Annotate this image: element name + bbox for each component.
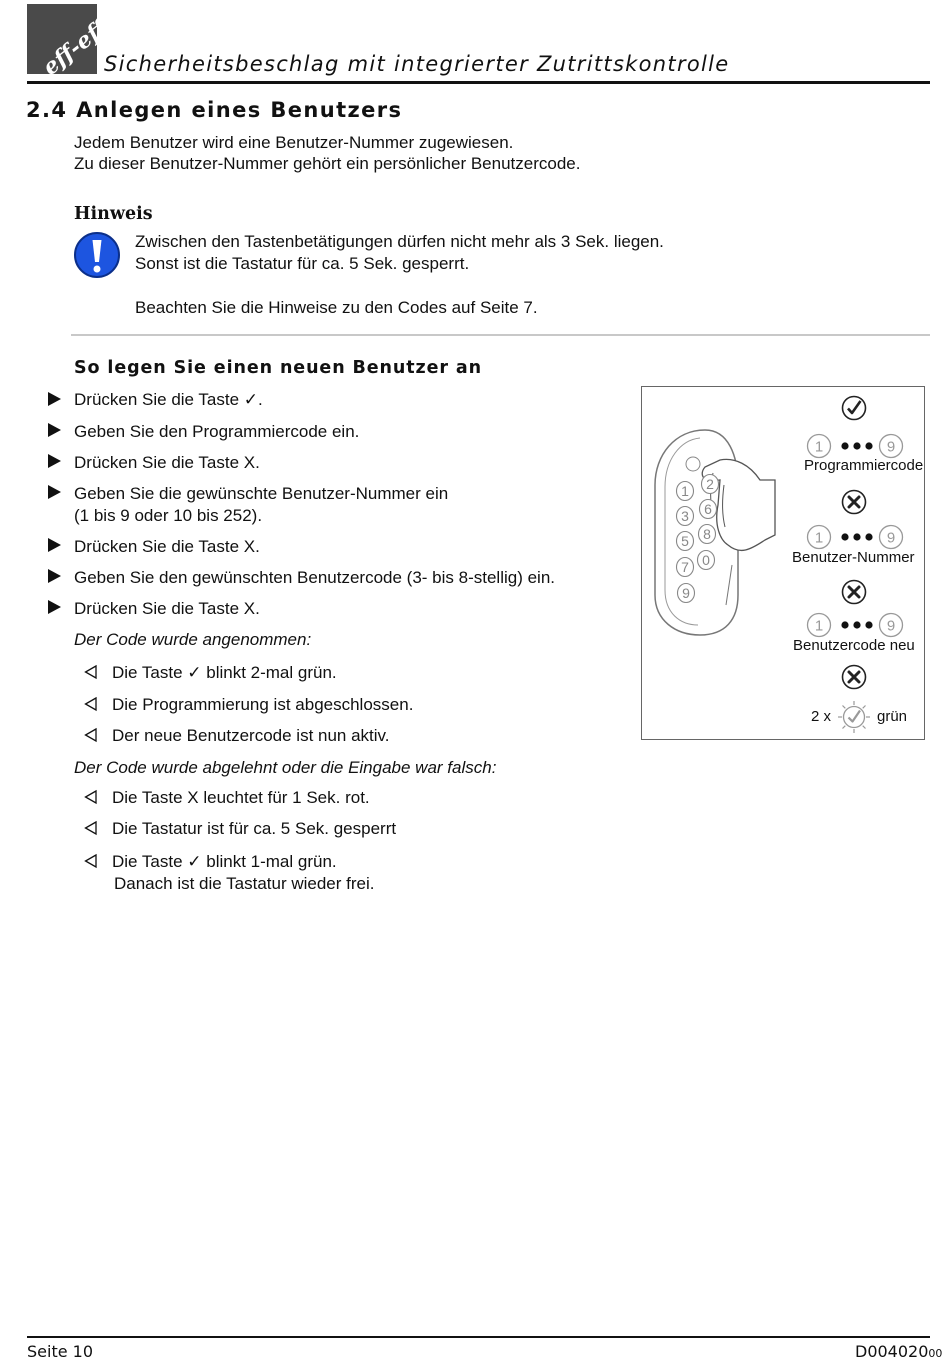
keypad-key-digit: 3 [681,508,689,524]
step-bullet-icon [48,423,61,437]
digit-to-label: 9 [886,529,896,547]
page-number: Seite 10 [27,1342,94,1361]
note-line-1: Zwischen den Tastenbetätigungen dürfen nicht mehr als 3 Sek. liegen. [135,232,664,251]
keypad-key-digit: 0 [702,552,710,568]
step-bullet-icon [48,454,61,468]
result-bullet-icon [84,854,97,868]
keypad-key [677,482,694,501]
blinking-check-key-icon [837,700,871,734]
keypad-key-digit: 9 [682,585,690,601]
x-key-icon [841,489,867,515]
rejected-result-2: Die Tastatur ist für ca. 5 Sek. gesperrt [112,819,397,838]
step-bullet-icon [48,569,61,583]
step-4-continued: (1 bis 9 oder 10 bis 252). [74,506,263,525]
benutzercode-neu-label: Benutzercode neu [793,637,915,654]
rejected-heading: Der Code wurde abgelehnt oder die Eingabe war falsch: [74,758,497,777]
keypad-key [677,532,694,551]
keypad-key-digit: 7 [681,559,689,575]
digit-from-label: 1 [814,529,824,547]
accepted-result-2: Die Programmierung ist abgeschlossen. [112,695,414,714]
keypad-key-digit: 5 [681,533,689,549]
intro-line-2: Zu dieser Benutzer-Nummer gehört ein persönlicher Benutzercode. [74,154,581,173]
accepted-heading: Der Code wurde angenommen: [74,630,312,649]
green-label: grün [877,708,908,725]
blink-count-label: 2 x [811,708,832,725]
step-7: Drücken Sie die Taste X. [74,599,260,618]
footer-divider [27,1336,930,1338]
note-divider [71,334,930,336]
document-id [855,1342,942,1361]
keypad-key [678,584,695,603]
rejected-result-3-continued: Danach ist die Tastatur wieder frei. [114,874,375,893]
digit-to-label: 9 [886,617,896,635]
step-6: Geben Sie den gewünschten Benutzercode (3- bis 8-stellig) ein. [74,568,556,587]
keypad-key-digit: 2 [706,476,714,492]
header-divider [27,81,930,84]
section-title: 2.4 Anlegen eines Benutzers [26,98,403,122]
keypad-key-digit: 6 [704,501,712,517]
note-line-2: Sonst ist die Tastatur für ca. 5 Sek. gesperrt. [135,254,470,273]
document-id-main: D004020 [855,1342,929,1361]
result-bullet-icon [84,728,97,742]
step-3: Drücken Sie die Taste X. [74,453,260,472]
rejected-result-1: Die Taste X leuchtet für 1 Sek. rot. [112,788,370,807]
keypad-key [699,525,716,544]
keypad-key [698,551,715,570]
result-bullet-icon [84,790,97,804]
intro-line-1: Jedem Benutzer wird eine Benutzer-Nummer zugewiesen. [74,133,514,152]
accepted-result-1: Die Taste ✓ blinkt 2-mal grün. [112,663,337,682]
result-bullet-icon [84,665,97,679]
rejected-result-3: Die Taste ✓ blinkt 1-mal grün. [112,852,337,871]
note-heading: Hinweis [74,204,153,224]
step-1: Drücken Sie die Taste ✓. [74,390,263,409]
procedure-heading: So legen Sie einen neuen Benutzer an [74,358,482,378]
note-line-3: Beachten Sie die Hinweise zu den Codes auf Seite 7. [135,298,538,317]
keypad-key [700,500,717,519]
programmiercode-label: Programmiercode [804,457,924,474]
keypad-key [677,507,694,526]
svg-text:eff-eff: eff-eff [37,15,112,81]
eff-eff-logo [27,4,112,81]
benutzer-nummer-label: Benutzer-Nummer [792,549,915,566]
step-4: Geben Sie die gewünschte Benutzer-Nummer ein [74,484,449,503]
keypad-key-digit: 8 [703,526,711,542]
step-bullet-icon [48,538,61,552]
step-2: Geben Sie den Programmiercode ein. [74,422,360,441]
keypad-programming-figure [641,386,925,740]
exclamation-icon [73,231,121,279]
keypad-key [677,558,694,577]
result-bullet-icon [84,821,97,835]
x-key-icon [841,664,867,690]
digit-from-label: 1 [814,617,824,635]
keypad-check-key [686,457,700,471]
step-bullet-icon [48,392,61,406]
document-id-suffix: 00 [928,1347,943,1360]
step-bullet-icon [48,485,61,499]
step-5: Drücken Sie die Taste X. [74,537,260,556]
check-key-icon [841,395,867,421]
document-header-title: Sicherheitsbeschlag mit integrierter Zutrittskontrolle [104,52,730,76]
accepted-result-3: Der neue Benutzercode ist nun aktiv. [112,726,390,745]
keypad-key-digit: 1 [681,483,689,499]
x-key-icon [841,579,867,605]
result-bullet-icon [84,697,97,711]
step-bullet-icon [48,600,61,614]
digit-from-label: 1 [814,438,824,456]
digit-to-label: 9 [886,438,896,456]
keypad-key [702,475,719,494]
